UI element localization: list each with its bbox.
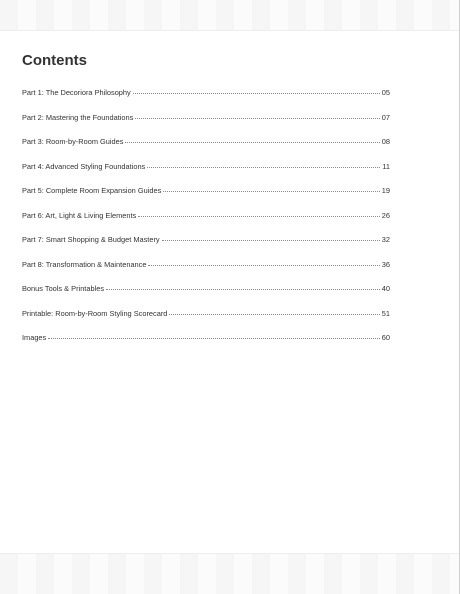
toc-entry-label: Part 5: Complete Room Expansion Guides [22, 186, 162, 195]
toc-entry[interactable] [22, 333, 390, 358]
toc-entry-label: Images [22, 333, 47, 342]
toc-entry-page: 40 [381, 284, 390, 293]
toc-entry[interactable] [22, 88, 390, 113]
toc-entry[interactable] [22, 113, 390, 138]
toc-entry-label: Printable: Room-by-Room Styling Scorecard [22, 308, 168, 318]
toc-entry[interactable] [22, 309, 390, 334]
toc-entry[interactable] [22, 260, 390, 285]
toc-entry[interactable] [22, 162, 390, 187]
table-of-contents [22, 88, 390, 358]
toc-entry-page: 60 [381, 333, 390, 342]
toc-entry[interactable] [22, 211, 390, 236]
toc-entry-page: 05 [381, 88, 390, 97]
page-footer-band [0, 553, 459, 594]
toc-entry-label: Part 2: Mastering the Foundations [22, 112, 134, 122]
toc-entry[interactable] [22, 186, 390, 211]
dot-leader [147, 167, 380, 168]
dot-leader [163, 191, 380, 192]
toc-entry-label: Part 3: Room-by-Room Guides [22, 137, 124, 146]
dot-leader [106, 289, 380, 290]
toc-entry[interactable] [22, 235, 390, 260]
toc-entry-page: 36 [381, 259, 390, 269]
dot-leader [133, 93, 380, 94]
dot-leader [169, 314, 379, 315]
toc-entry-page: 07 [381, 112, 390, 122]
toc-entry[interactable] [22, 137, 390, 162]
dot-leader [48, 338, 380, 339]
toc-entry-label: Part 4: Advanced Styling Foundations [22, 161, 146, 171]
toc-entry-page: 11 [382, 161, 390, 171]
toc-entry-label: Part 6: Art, Light & Living Elements [22, 210, 137, 220]
page-title: Contents [22, 52, 87, 69]
toc-entry-page: 26 [381, 210, 390, 220]
toc-entry-page: 19 [381, 186, 390, 195]
toc-entry-label: Part 8: Transformation & Maintenance [22, 259, 147, 269]
page-header-band [0, 0, 459, 31]
dot-leader [125, 142, 379, 143]
toc-entry-label: Bonus Tools & Printables [22, 284, 105, 293]
toc-entry-page: 08 [381, 137, 390, 146]
toc-entry-page: 51 [381, 308, 390, 318]
dot-leader [138, 216, 380, 217]
dot-leader [135, 118, 379, 119]
toc-entry[interactable] [22, 284, 390, 309]
toc-entry-label: Part 7: Smart Shopping & Budget Mastery [22, 235, 160, 244]
toc-entry-page: 32 [381, 235, 390, 244]
dot-leader [148, 265, 379, 266]
dot-leader [162, 240, 380, 241]
toc-entry-label: Part 1: The Decoriora Philosophy [22, 88, 131, 97]
